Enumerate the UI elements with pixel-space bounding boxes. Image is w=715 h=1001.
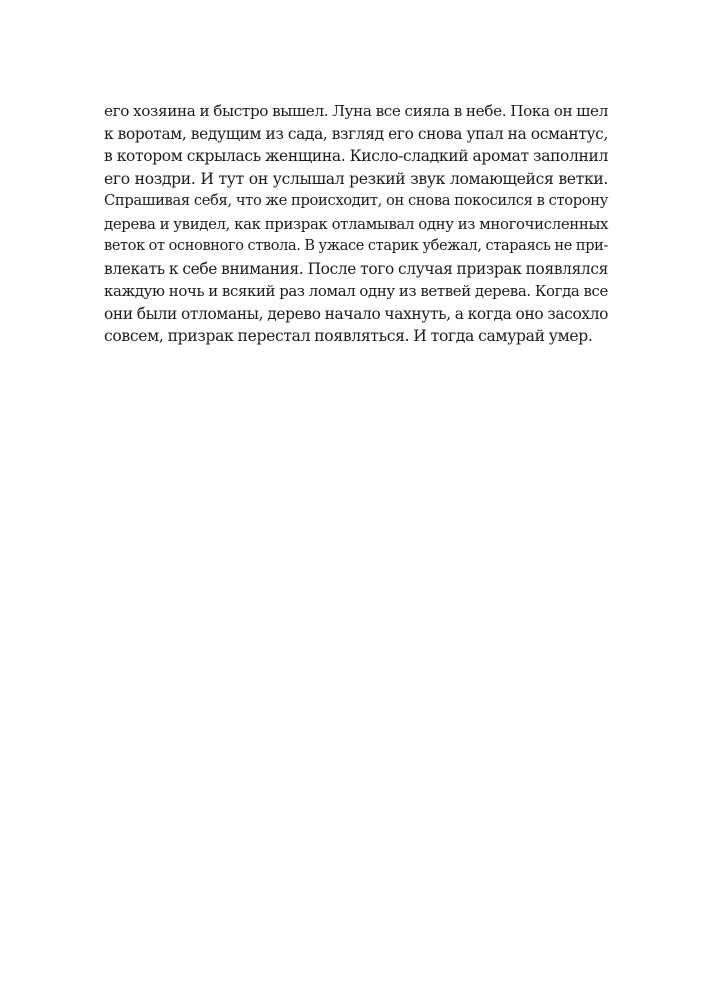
text-line: влекать к себе внимания. После того случая призрак появлялся xyxy=(104,259,608,278)
text-line: дерева и увидел, как призрак отламывал одну из многочисленных xyxy=(104,214,608,233)
text-line: они были отломаны, дерево начало чахнуть, а когда оно засохло xyxy=(104,304,609,323)
body-paragraph xyxy=(104,100,608,348)
text-line: каждую ночь и всякий раз ломал одну из ветвей дерева. Когда все xyxy=(104,282,608,300)
text-line-last: совсем, призрак перестал появляться. И тогда самурай умер. xyxy=(104,327,593,345)
text-line: его хозяина и быстро вышел. Луна все сияла в небе. Пока он шел xyxy=(104,102,608,120)
text-line: веток от основного ствола. В ужасе старик убежал, стараясь не при- xyxy=(104,238,608,254)
text-line: в котором скрылась женщина. Кисло-сладкий аромат заполнил xyxy=(104,147,608,165)
text-line: к воротам, ведущим из сада, взгляд его снова упал на османтус, xyxy=(104,124,608,143)
text-line: его ноздри. И тут он услышал резкий звук ломающейся ветки. xyxy=(104,169,608,188)
text-line: Спрашивая себя, что же происходит, он снова покосился в сторону xyxy=(104,192,608,209)
